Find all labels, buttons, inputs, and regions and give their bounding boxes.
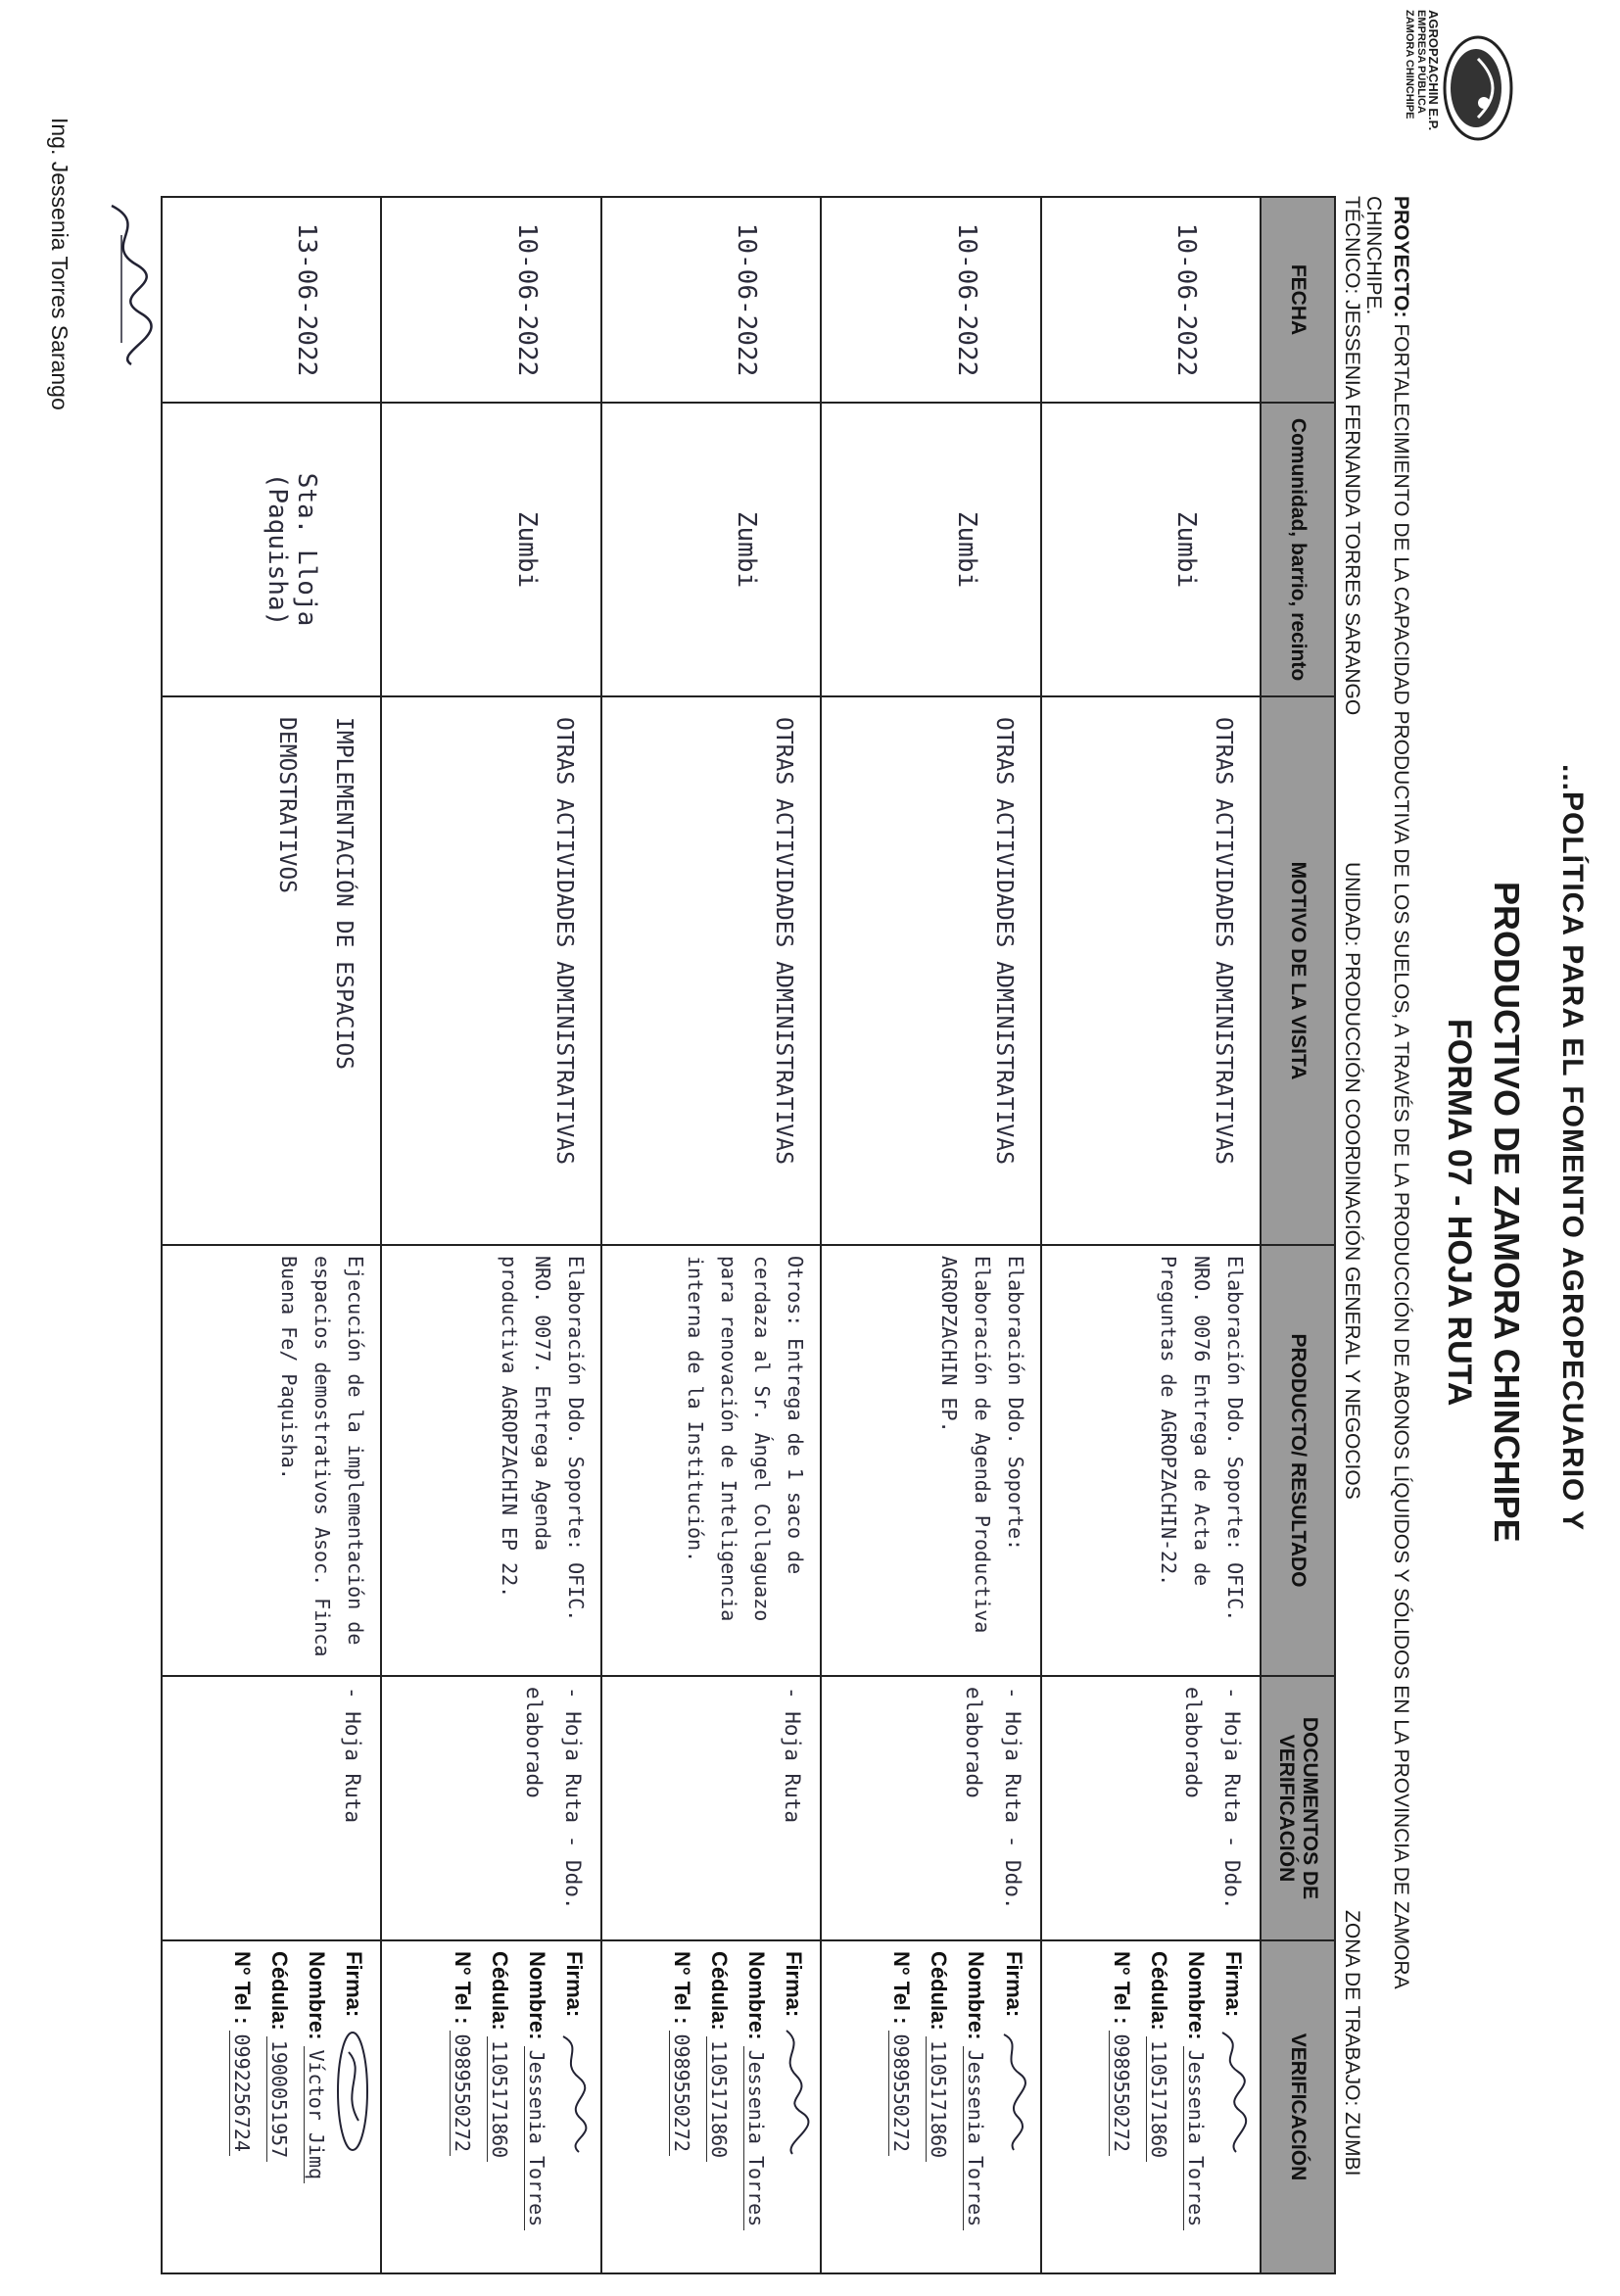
firma-label: Firma:: [1001, 1951, 1026, 2018]
cell-documentos: - Hoja Ruta - Ddo. elaborado: [381, 1676, 600, 1940]
signature-icon: [994, 2023, 1029, 2160]
title-line-3: FORMA 07 - HOJA RUTA: [1441, 1019, 1478, 1407]
table-row: [821, 197, 1040, 2273]
cedula-label: Cédula:: [267, 1951, 293, 2031]
firma-label: Firma:: [561, 1951, 587, 2018]
cedula-value: 1105171860: [487, 2036, 511, 2162]
cell-producto: Otros: Entrega de 1 saco de cerdaza al Sr. Ángel Collaguazo para renovación de Inteligencia interna de la Institución.: [601, 1245, 821, 1676]
cedula-label: Cédula:: [487, 1951, 512, 2031]
cell-producto: Elaboración Ddo. Soporte: Elaboración de Agenda Productiva AGROPZACHIN EP.: [821, 1245, 1040, 1676]
tel-value: 0989550272: [1109, 2031, 1133, 2156]
proyecto-line: [1389, 196, 1412, 1989]
tel-label: N° Tel :: [230, 1951, 256, 2025]
cell-documentos: - Hoja Ruta: [601, 1676, 821, 1940]
cedula-value: 1105171860: [926, 2036, 950, 2162]
cedula-label: Cédula:: [1146, 1951, 1171, 2031]
cell-fecha: 10-06-2022: [1041, 197, 1261, 403]
cell-fecha: 10-06-2022: [601, 197, 821, 403]
signature-icon: [1215, 2023, 1250, 2160]
hoja-ruta-table: [161, 196, 1336, 2274]
tel-value: 0989550272: [450, 2031, 474, 2156]
header-producto: PRODUCTO/ RESULTADO: [1261, 1245, 1335, 1676]
table-header-row: [1261, 197, 1335, 2273]
header-verificacion: VERIFICACIÓN: [1261, 1940, 1335, 2273]
zona-trabajo: ZONA DE TRABAJO: ZUMBI: [1341, 1910, 1363, 2176]
cell-motivo: OTRAS ACTIVIDADES ADMINISTRATIVAS: [1041, 696, 1261, 1245]
header-comunidad: Comunidad, barrio, recinto: [1261, 403, 1335, 696]
cell-comunidad: Sta. Lloja (Paquisha): [162, 403, 381, 696]
cedula-value: 1900051957: [266, 2036, 291, 2162]
tel-label: N° Tel :: [1109, 1951, 1134, 2025]
nombre-label: Nombre:: [1183, 1951, 1209, 2040]
logo-sub1: EMPRESA PÚBLICA: [1415, 10, 1427, 114]
header-motivo: MOTIVO DE LA VISITA: [1261, 696, 1335, 1245]
logo-sub2: ZAMORA CHINCHIPE: [1404, 10, 1415, 120]
cell-documentos: - Hoja Ruta - Ddo. elaborado: [1041, 1676, 1261, 1940]
cell-verificacion: [162, 1940, 381, 2273]
proyecto-label: PROYECTO:: [1390, 196, 1412, 318]
cedula-label: Cédula:: [927, 1951, 952, 2031]
cell-verificacion: [601, 1940, 821, 2273]
cell-motivo: OTRAS ACTIVIDADES ADMINISTRATIVAS: [821, 696, 1040, 1245]
cell-producto: Ejecución de la implementación de espacios demostrativos Asoc. Finca Buena Fe/ Paquisha.: [162, 1245, 381, 1676]
cedula-label: Cédula:: [707, 1951, 733, 2031]
title-line-2: PRODUCTIVO DE ZAMORA CHINCHIPE: [1487, 882, 1527, 1543]
cell-motivo: OTRAS ACTIVIDADES ADMINISTRATIVAS: [601, 696, 821, 1245]
cell-documentos: - Hoja Ruta: [162, 1676, 381, 1940]
tel-value: 0992256724: [229, 2031, 254, 2156]
nombre-value: Víctor Jimq: [304, 2046, 328, 2183]
firma-label: Firma:: [1221, 1951, 1246, 2018]
cell-producto: Elaboración Ddo. Soporte: OFIC. NRO. 0076 Entrega de Acta de Preguntas de AGROPZACHIN-22.: [1041, 1245, 1261, 1676]
logo: [1370, 10, 1517, 176]
tel-value: 0989550272: [669, 2031, 693, 2156]
header-documentos: DOCUMENTOS DE VERIFICACIÓN: [1261, 1676, 1335, 1940]
nombre-value: Jessenia Torres: [963, 2046, 987, 2231]
cell-verificacion: [1041, 1940, 1261, 2273]
table-row: [162, 197, 381, 2273]
firma-label: Firma:: [342, 1951, 367, 2018]
nombre-label: Nombre:: [305, 1951, 330, 2040]
proyecto-value: FORTALECIMIENTO DE LA CAPACIDAD PRODUCTIVA DE LOS SUELOS, A TRAVÉS DE LA PRODUCCIÓN DE ABONOS LÍQUIDOS Y SÓLIDOS EN LA PROVINCIA DE ZAMORA: [1390, 323, 1412, 1989]
logo-name: AGROPZACHIN E.P.: [1426, 10, 1441, 131]
cell-verificacion: [821, 1940, 1040, 2273]
tel-label: N° Tel :: [670, 1951, 695, 2025]
header-fecha: FECHA: [1261, 197, 1335, 403]
cell-motivo: IMPLEMENTACIÓN DE ESPACIOS DEMOSTRATIVOS: [162, 696, 381, 1245]
signature-icon: [555, 2023, 591, 2160]
cell-comunidad: Zumbi: [381, 403, 600, 696]
nombre-value: Jessenia Torres: [743, 2046, 768, 2231]
cell-verificacion: [381, 1940, 600, 2273]
footer-name: Ing. Jessenia Torres Sarango: [47, 118, 72, 410]
tel-label: N° Tel :: [889, 1951, 915, 2025]
signature-icon: [335, 2023, 370, 2160]
tecnico: TÉCNICO: JESSENIA FERNANDA TORRES SARANGO: [1341, 196, 1363, 716]
title-line-1: ...POLÍTICA PARA EL FOMENTO AGROPECUARIO Y: [1556, 764, 1589, 1532]
proyecto-cont: CHINCHIPE.: [1362, 196, 1385, 315]
unidad: UNIDAD: PRODUCCIÓN COORDINACIÓN GENERAL Y NEGOCIOS: [1341, 862, 1363, 1500]
firma-label: Firma:: [782, 1951, 807, 2018]
logo-emblem-icon: [1439, 29, 1517, 147]
cedula-value: 1105171860: [1146, 2036, 1170, 2162]
cell-documentos: - Hoja Ruta - Ddo. elaborado: [821, 1676, 1040, 1940]
nombre-value: Jessenia Torres: [524, 2046, 548, 2231]
table-row: [601, 197, 821, 2273]
tel-value: 0989550272: [888, 2031, 913, 2156]
footer-signature-icon: [92, 196, 161, 372]
cell-fecha: 10-06-2022: [821, 197, 1040, 403]
cell-comunidad: Zumbi: [821, 403, 1040, 696]
nombre-label: Nombre:: [744, 1951, 770, 2040]
cell-fecha: 13-06-2022: [162, 197, 381, 403]
cell-producto: Elaboración Ddo. Soporte: OFIC. NRO. 0077. Entrega Agenda productiva AGROPZACHIN EP 22.: [381, 1245, 600, 1676]
cell-comunidad: Zumbi: [1041, 403, 1261, 696]
table-row: [381, 197, 600, 2273]
nombre-label: Nombre:: [524, 1951, 549, 2040]
cell-motivo: OTRAS ACTIVIDADES ADMINISTRATIVAS: [381, 696, 600, 1245]
logo-text: [1404, 10, 1439, 130]
cell-comunidad: Zumbi: [601, 403, 821, 696]
cedula-value: 1105171860: [706, 2036, 731, 2162]
nombre-label: Nombre:: [964, 1951, 989, 2040]
nombre-value: Jessenia Torres: [1183, 2046, 1208, 2231]
signature-icon: [775, 2023, 810, 2160]
table-row: [1041, 197, 1261, 2273]
tel-label: N° Tel :: [450, 1951, 475, 2025]
cell-fecha: 10-06-2022: [381, 197, 600, 403]
